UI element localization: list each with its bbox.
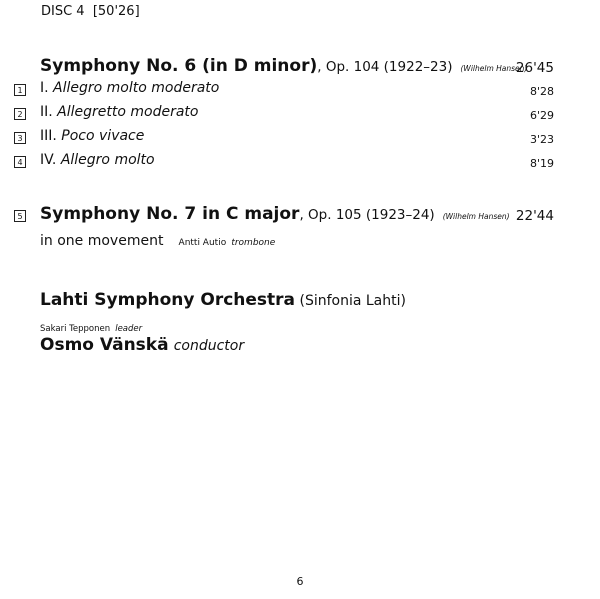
movement-2 <box>40 104 198 120</box>
leader-role: leader <box>115 324 143 334</box>
track-number-1: 1 <box>14 84 26 96</box>
leader-line <box>40 316 142 335</box>
disc-header <box>41 4 140 19</box>
conductor-line <box>40 335 244 355</box>
soloist-role: trombone <box>231 238 276 248</box>
symphony7-heading <box>40 204 510 224</box>
track-number-5: 5 <box>14 210 26 222</box>
symphony7-subtitle-line <box>40 230 275 249</box>
movement-3 <box>40 128 144 144</box>
movement-4-number: IV. <box>40 152 61 168</box>
page-number: 6 <box>296 575 304 588</box>
symphony7-subtitle: in one movement <box>40 233 164 249</box>
symphony7-duration: 22'44 <box>515 208 554 224</box>
track-number-3: 3 <box>14 132 26 144</box>
soloist-name: Antti Autio <box>178 238 227 248</box>
movement-1 <box>40 80 219 96</box>
symphony6-title: Symphony No. 6 (in D minor) <box>40 56 318 76</box>
movement-2-duration: 6'29 <box>529 109 554 122</box>
conductor-role: conductor <box>173 338 245 354</box>
orchestra-alt-name: (Sinfonia Lahti) <box>295 293 406 309</box>
movement-4-duration: 8'19 <box>529 157 554 170</box>
disc-label: DISC 4 <box>41 4 85 19</box>
movement-1-duration: 8'28 <box>529 85 554 98</box>
movement-1-name: Allegro molto moderato <box>53 80 220 96</box>
movement-1-number: I. <box>40 80 54 96</box>
disc-total-duration: [50'26] <box>92 4 140 19</box>
symphony6-heading <box>40 56 527 76</box>
conductor-name: Osmo Vänskä <box>40 335 169 355</box>
orchestra-line <box>40 290 406 310</box>
movement-3-name: Poco vivace <box>61 128 145 144</box>
symphony6-duration: 26'45 <box>515 60 554 76</box>
track-number-2: 2 <box>14 108 26 120</box>
symphony7-opus: , Op. 105 (1923–24) <box>299 207 435 223</box>
movement-3-duration: 3'23 <box>529 133 554 146</box>
movement-4-name: Allegro molto <box>60 152 155 168</box>
movement-4 <box>40 152 155 168</box>
leader-name: Sakari Tepponen <box>40 324 111 334</box>
symphony7-publisher: (Wilhelm Hansen) <box>442 212 510 221</box>
symphony7-title: Symphony No. 7 in C major <box>40 204 300 224</box>
movement-2-name: Allegretto moderato <box>57 104 199 120</box>
movement-3-number: III. <box>40 128 62 144</box>
track-number-4: 4 <box>14 156 26 168</box>
symphony6-publisher: (Wilhelm Hansen) <box>460 64 528 73</box>
symphony6-opus: , Op. 104 (1922–23) <box>317 59 453 75</box>
orchestra-name: Lahti Symphony Orchestra <box>40 290 296 310</box>
movement-2-number: II. <box>40 104 58 120</box>
